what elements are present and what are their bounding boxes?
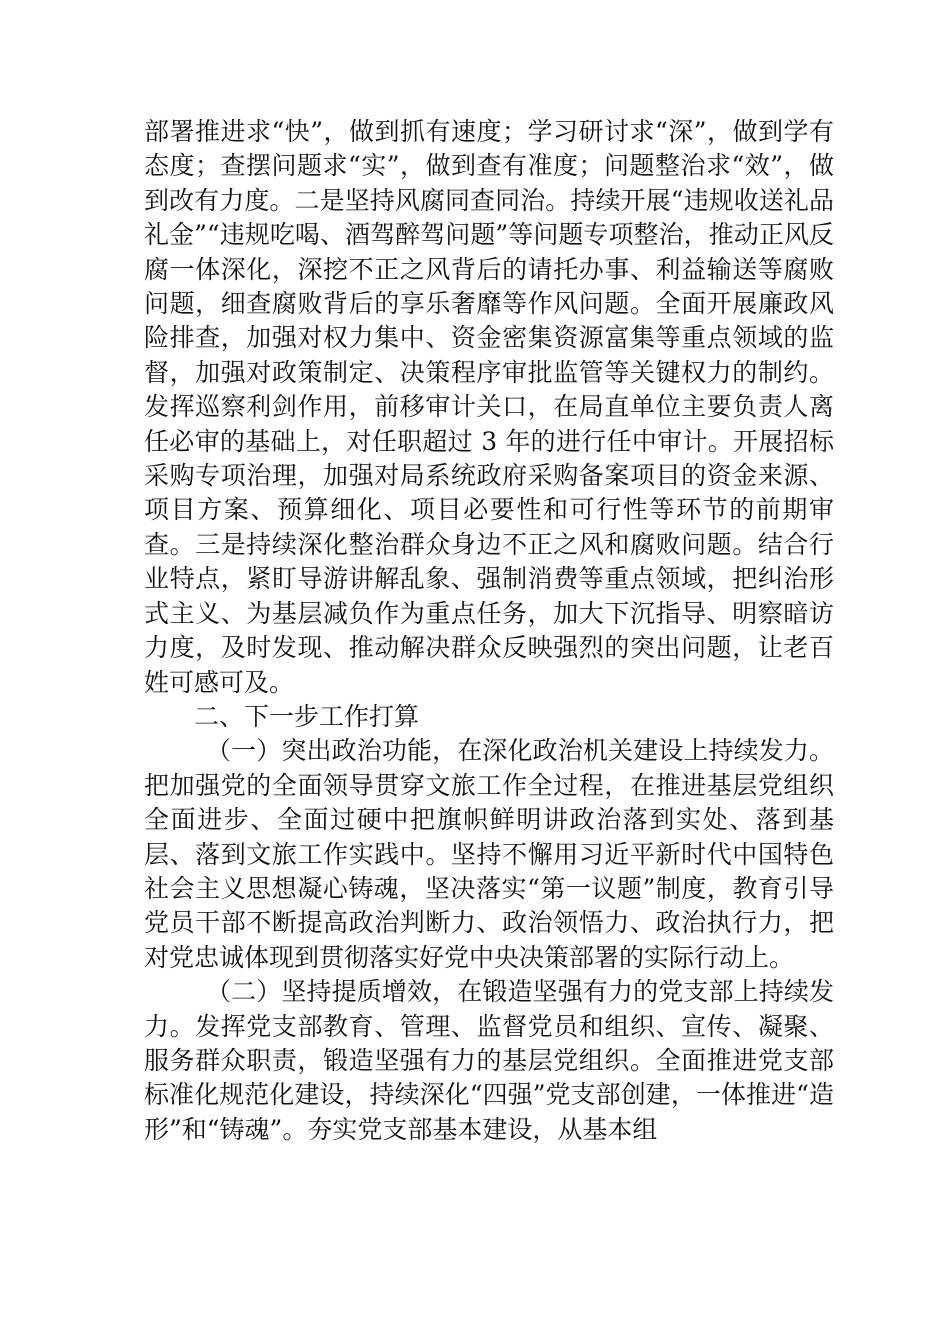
paragraph-continuation: 部署推进求“快”，做到抓有速度；学习研讨求“深”，做到学有态度；查摆问题求“实”，做到查有准度；问题整治求“效”，做到改有力度。二是坚持风腐同查同治。持续开展“违规收送礼品礼金”“违规吃喝、酒驾醉驾问题”等问题专项整治，推动正风反腐一体深化，深挖不正之风背后的请托办事、利益输送等腐败问题，细查腐败背后的享乐奢靡等作风问题。全面开展廉政风险排查，加强对权力集中、资金密集资源富集等重点领域的监督，加强对政策制定、决策程序审批监管等关键权力的制约。发挥巡察利剑作用，前移审计关口，在局直单位主要负责人离任必审的基础上，对任职超过 3 年的进行任中审计。开展招标采购专项治理，加强对局系统政府采购备案项目的资金来源、项目方案、预算细化、项目必要性和可行性等环节的前期审查。三是持续深化整治群众身边不正之风和腐败问题。结合行业特点，紧盯导游讲解乱象、强制消费等重点领域，把纠治形式主义、为基层减负作为重点任务，加大下沉指导、明察暗访力度，及时发现、推动解决群众反映强烈的突出问题，让老百姓可感可及。 (144, 117, 834, 697)
paragraph-party-branch: （二）坚持提质增效，在锻造坚强有力的党支部上持续发力。发挥党支部教育、管理、监督党员和组织、宣传、凝聚、服务群众职责，锻造坚强有力的基层党组织。全面推进党支部标准化规范化建设，持续深化“四强”党支部创建，一体推进“造形”和“铸魂”。夯实党支部基本建设，从基本组 (144, 977, 834, 1144)
paragraph-political-function: （一）突出政治功能，在深化政治机关建设上持续发力。把加强党的全面领导贯穿文旅工作全过程，在推进基层党组织全面进步、全面过硬中把旗帜鲜明讲政治落到实处、落到基层、落到文旅工作实践中。坚持不懈用习近平新时代中国特色社会主义思想凝心铸魂，坚决落实“第一议题”制度，教育引导党员干部不断提高政治判断力、政治领悟力、政治执行力，把对党忠诚体现到贯彻落实好党中央决策部署的实际行动上。 (144, 736, 834, 972)
section-heading: 二、下一步工作打算 (194, 701, 420, 731)
document-body (144, 115, 834, 1147)
